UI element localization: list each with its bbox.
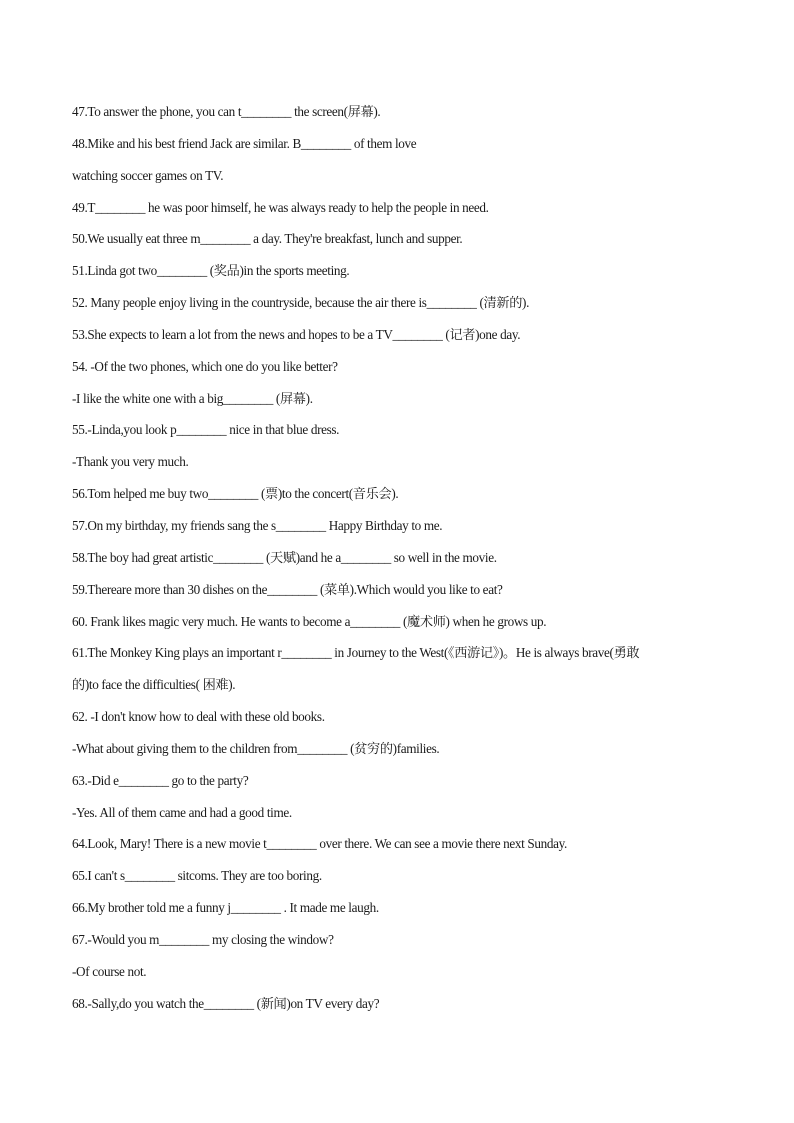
question-55: 55.-Linda,you look p________ nice in that blue dress. bbox=[72, 422, 340, 438]
question-54-answer: -I like the white one with a big________ (屏幕). bbox=[72, 390, 313, 406]
question-66: 66.My brother told me a funny j________ . It made me laugh. bbox=[72, 900, 379, 916]
question-47: 47.To answer the phone, you can t________ the screen(屏幕). bbox=[72, 104, 381, 119]
question-63: 63.-Did e________ go to the party? bbox=[72, 772, 249, 788]
question-57: 57.On my birthday, my friends sang the s________ Happy Birthday to me. bbox=[72, 517, 443, 533]
question-65: 65.I can't s________ sitcoms. They are too boring. bbox=[72, 868, 322, 884]
question-59: 59.Thereare more than 30 dishes on the________ (菜单).Which would you like to eat? bbox=[72, 581, 503, 597]
question-48: 48.Mike and his best friend Jack are similar. B________ of them love bbox=[72, 135, 417, 151]
question-52: 52. Many people enjoy living in the countryside, because the air there is________ (清新的). bbox=[72, 295, 530, 311]
question-56: 56.Tom helped me buy two________ (票)to the concert(音乐会). bbox=[72, 486, 399, 502]
question-55-answer: -Thank you very much. bbox=[72, 454, 189, 470]
question-60: 60. Frank likes magic very much. He wants to become a________ (魔术师) when he grows up. bbox=[72, 613, 547, 629]
question-53: 53.She expects to learn a lot from the news and hopes to be a TV________ (记者)one day. bbox=[72, 326, 521, 342]
question-62-answer: -What about giving them to the children from________ (贫穷的)families. bbox=[72, 740, 440, 756]
question-51: 51.Linda got two________ (奖品)in the sports meeting. bbox=[72, 263, 350, 279]
question-62: 62. -I don't know how to deal with these old books. bbox=[72, 709, 325, 725]
question-50: 50.We usually eat three m________ a day. They're breakfast, lunch and supper. bbox=[72, 231, 463, 247]
question-48-continued: watching soccer games on TV. bbox=[72, 167, 224, 183]
question-68: 68.-Sally,do you watch the________ (新闻)on TV every day? bbox=[72, 995, 380, 1011]
question-54: 54. -Of the two phones, which one do you like better? bbox=[72, 358, 338, 374]
question-61: 61.The Monkey King plays an important r________ in Journey to the West(《西游记》)。He is always brave(勇敢 bbox=[72, 645, 640, 661]
question-49: 49.T________ he was poor himself, he was always ready to help the people in need. bbox=[72, 199, 489, 215]
question-list bbox=[72, 102, 732, 1025]
question-64: 64.Look, Mary! There is a new movie t________ over there. We can see a movie there next Sunday. bbox=[72, 836, 567, 852]
question-58: 58.The boy had great artistic________ (天赋)and he a________ so well in the movie. bbox=[72, 549, 497, 565]
question-63-answer: -Yes. All of them came and had a good time. bbox=[72, 804, 292, 820]
question-61-continued: 的)to face the difficulties( 困难). bbox=[72, 677, 236, 693]
question-67-answer: -Of course not. bbox=[72, 963, 147, 979]
question-67: 67.-Would you m________ my closing the window? bbox=[72, 931, 334, 947]
